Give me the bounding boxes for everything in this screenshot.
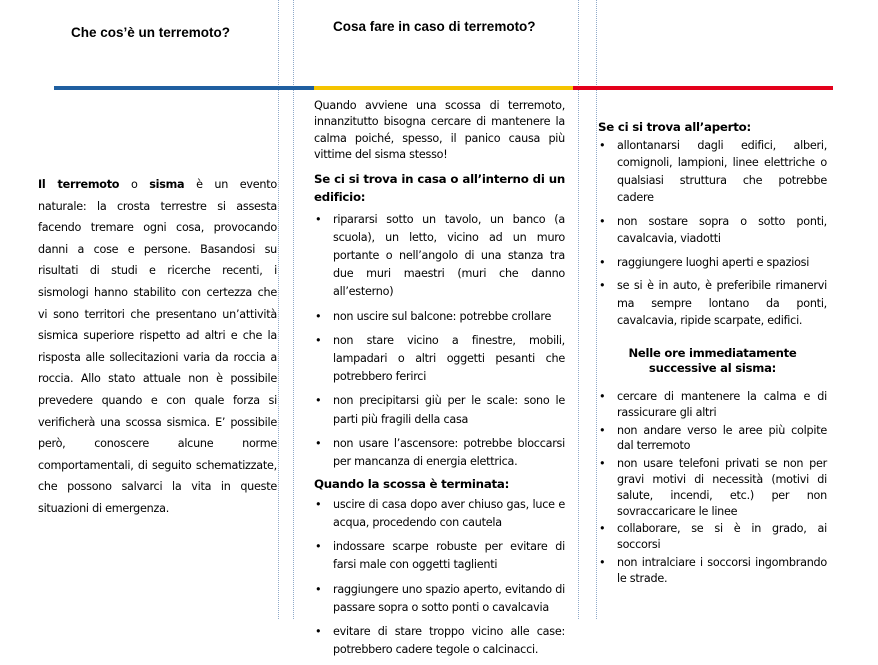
list-item: • non stare vicino a finestre, mobili, lampadari o altri oggetti pesanti che potrebbero ferirci (314, 332, 565, 387)
list-item: • non usare telefoni privati se non per gravi motivi di necessità (motivi di salute, incendi, etc.) per non sovraccaricare le linee (598, 456, 827, 519)
column3-aftermath (598, 346, 827, 589)
list-item: • non sostare sopra o sotto ponti, cavalcavia, viadotti (598, 213, 827, 248)
list-item: • ripararsi sotto un tavolo, un banco (a scuola), un letto, vicino ad un muro portante o nell’angolo di una stanza tra due muri maestri (muri che danno all’esterno) (314, 211, 565, 302)
column-guide (578, 0, 579, 619)
column2-title: Cosa fare in caso di terremoto? (333, 19, 536, 34)
header-bar-yellow (314, 86, 573, 90)
list-item: • allontanarsi dagli edifici, alberi, comignoli, lampioni, linee elettriche o qualsiasi struttura che potrebbe cadere (598, 137, 827, 207)
indoor-list (314, 211, 565, 472)
column-guide (596, 0, 597, 619)
outdoor-heading: Se ci si trova all’aperto: (598, 120, 751, 134)
list-item: • evitare di stare troppo vicino alle case: potrebbero cadere tegole o calcinacci. (314, 623, 565, 659)
indoor-heading: Se ci si trova in casa o all’interno di un edificio: (314, 171, 565, 205)
aftermath-heading: Nelle ore immediatamente successive al sisma: (628, 346, 797, 375)
outdoor-list (598, 137, 827, 330)
list-item: • non precipitarsi giù per le scale: sono le parti più fragili della casa (314, 392, 565, 428)
term-terremoto: Il terremoto (38, 178, 120, 191)
column1-body (38, 174, 277, 520)
column1-text: è un evento naturale: la crosta terrestre si assesta facendo tremare ogni cosa, provocando danni a cose e persone. Basandosi su risultati di studi e ricerche recenti, i sismologi hanno stabilito con certezza che vi sono territori che presentano un’attività sismica superiore rispetto ad altri e che la risposta alle sollecitazioni varia da roccia a roccia. Allo stato attuale non è possibile prevedere quando e con quale forza si verificherà una scossa sismica. E’ possibile però, conoscere alcune norme comportamentali, di seguito schematizzate, che possono salvarci la vita in queste situazioni di emergenza. (38, 178, 277, 515)
after-shock-list (314, 496, 565, 660)
list-item: • non uscire sul balcone: potrebbe crollare (314, 308, 565, 326)
column2-intro: Quando avviene una scossa di terremoto, innanzitutto bisogna cercare di mantenere la calma poiché, spesso, il panico causa più vittime del sisma stesso! (314, 99, 565, 162)
list-item: • indossare scarpe robuste per evitare di farsi male con oggetti taglienti (314, 538, 565, 574)
list-item: • non usare l’ascensore: potrebbe bloccarsi per mancanza di energia elettrica. (314, 435, 565, 471)
column1-title: Che cos’è un terremoto? (71, 25, 231, 40)
column1-paragraph: Il terremoto o sisma è un evento naturale: la crosta terrestre si assesta facendo tremare ogni cosa, provocando danni a cose e persone. Basandosi su risultati di studi e ricerche recenti, i sismologi hanno stabilito con certezza che vi sono territori che presentano un’attività sismica superiore rispetto ad altri e che la risposta alle sollecitazioni varia da roccia a roccia. Allo stato attuale non è possibile prevedere quando e con quale forza si verificherà una scossa sismica. E’ possibile però, conoscere alcune norme comportamentali, di seguito schematizzate, che possono salvarci la vita in queste situazioni di emergenza. (38, 178, 277, 515)
column3-outdoor (598, 118, 827, 336)
header-bar-red (573, 86, 833, 90)
after-shock-heading: Quando la scossa è terminata: (314, 477, 510, 492)
list-item: • se si è in auto, è preferibile rimanervi ma sempre lontano da ponti, cavalcavia, ripide scarpate, edifici. (598, 277, 827, 330)
column-guide (293, 0, 294, 619)
header-bar-blue (54, 86, 314, 90)
column2-body (314, 98, 565, 665)
list-item: • non andare verso le aree più colpite dal terremoto (598, 423, 827, 455)
list-item: • cercare di mantenere la calma e di rassicurare gli altri (598, 389, 827, 421)
list-item: • raggiungere luoghi aperti e spaziosi (598, 254, 827, 272)
column-guide (278, 0, 279, 619)
list-item: • raggiungere uno spazio aperto, evitando di passare sopra o sotto ponti o cavalcavia (314, 581, 565, 617)
list-item: • collaborare, se si è in grado, ai soccorsi (598, 521, 827, 553)
list-item: • non intralciare i soccorsi ingombrando le strade. (598, 555, 827, 587)
list-item: • uscire di casa dopo aver chiuso gas, luce e acqua, procedendo con cautela (314, 496, 565, 532)
term-sisma: sisma (149, 178, 185, 191)
aftermath-list (598, 389, 827, 587)
